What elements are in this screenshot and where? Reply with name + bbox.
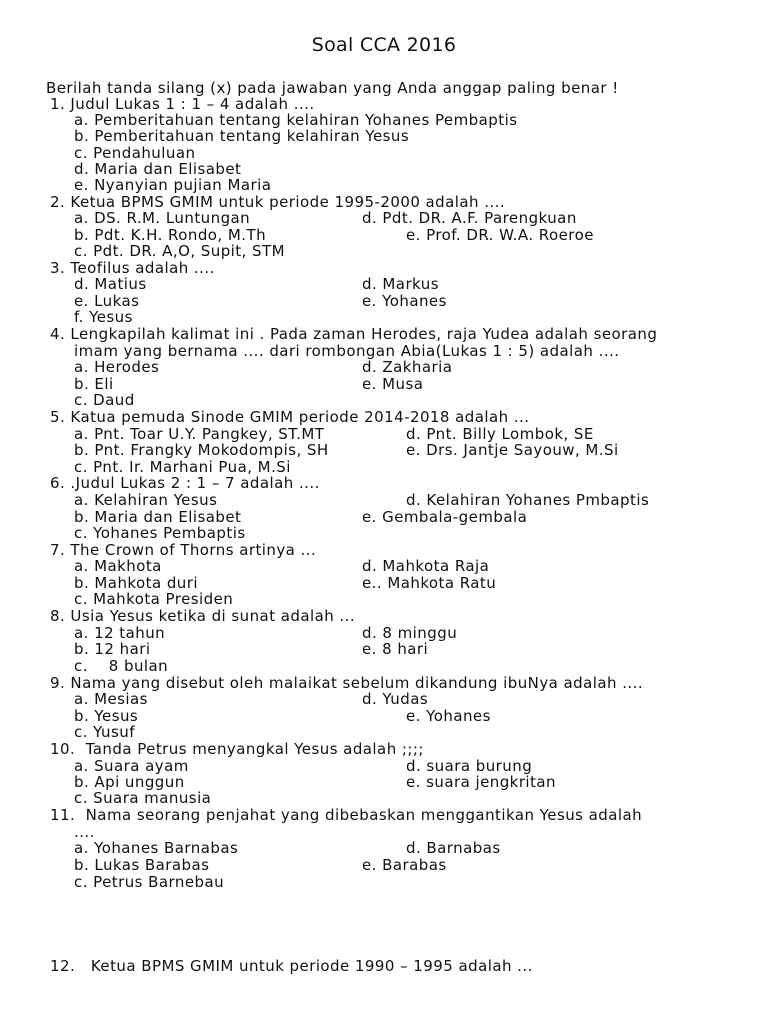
option: a. DS. R.M. Luntungan [74, 209, 251, 227]
option: a. Mesias [74, 690, 148, 708]
option: b. Maria dan Elisabet [74, 508, 242, 526]
option: e. Prof. DR. W.A. Roeroe [406, 226, 594, 244]
option: d. Markus [362, 275, 439, 293]
option: a. Yohanes Barnabas [74, 839, 239, 857]
option: e. Nyanyian pujian Maria [74, 176, 272, 194]
question-7: 7. The Crown of Thorns artinya ... [50, 541, 317, 559]
option: a. Pemberitahuan tentang kelahiran Yohanes Pembaptis [74, 111, 518, 129]
question-2: 2. Ketua BPMS GMIM untuk periode 1995-2000 adalah .... [50, 193, 506, 211]
option: d. Maria dan Elisabet [74, 160, 242, 178]
option: b. 12 hari [74, 640, 151, 658]
option: b. Yesus [74, 707, 139, 725]
question-4: 4. Lengkapilah kalimat ini . Pada zaman Herodes, raja Yudea adalah seorang [50, 325, 658, 343]
option: e. Drs. Jantje Sayouw, M.Si [406, 441, 619, 459]
option: d. Mahkota Raja [362, 557, 490, 575]
option: a. Herodes [74, 358, 160, 376]
option: c. Pdt. DR. A,O, Supit, STM [74, 242, 286, 260]
question-3: 3. Teofilus adalah .... [50, 259, 215, 277]
option: b. Lukas Barabas [74, 856, 210, 874]
option: c. Mahkota Presiden [74, 590, 234, 608]
option: e. Yohanes [406, 707, 491, 725]
question-1: 1. Judul Lukas 1 : 1 – 4 adalah .... [50, 95, 315, 113]
option: b. Pemberitahuan tentang kelahiran Yesus [74, 127, 410, 145]
option: b. Api unggun [74, 773, 185, 791]
question-4-cont: imam yang bernama .... dari rombongan Abia(Lukas 1 : 5) adalah .... [74, 342, 620, 360]
option: c. Daud [74, 391, 135, 409]
option: a. 12 tahun [74, 624, 166, 642]
option: c. Pendahuluan [74, 144, 196, 162]
option: d. Pdt. DR. A.F. Parengkuan [362, 209, 577, 227]
instruction: Berilah tanda silang (x) pada jawaban yang Anda anggap paling benar ! [46, 79, 619, 97]
question-8: 8. Usia Yesus ketika di sunat adalah ... [50, 607, 356, 625]
option: c. Pnt. Ir. Marhani Pua, M.Si [74, 458, 291, 476]
option: e.. Mahkota Ratu [362, 574, 497, 592]
option: d. Pnt. Billy Lombok, SE [406, 425, 594, 443]
option: a. Makhota [74, 557, 162, 575]
option: e. Lukas [74, 292, 140, 310]
question-5: 5. Katua pemuda Sinode GMIM periode 2014-2018 adalah ... [50, 408, 530, 426]
option: f. Yesus [74, 308, 133, 326]
question-12: 12. Ketua BPMS GMIM untuk periode 1990 – 1995 adalah ... [50, 957, 533, 975]
option: b. Eli [74, 375, 114, 393]
option: c. 8 bulan [74, 657, 169, 675]
question-11: 11. Nama seorang penjahat yang dibebaskan menggantikan Yesus adalah [50, 806, 643, 824]
question-10: 10. Tanda Petrus menyangkal Yesus adalah ;;;; [50, 740, 424, 758]
option: e. 8 hari [362, 640, 429, 658]
option: a. Pnt. Toar U.Y. Pangkey, ST.MT [74, 425, 325, 443]
option: b. Pdt. K.H. Rondo, M.Th [74, 226, 267, 244]
option: e. Barabas [362, 856, 447, 874]
option: d. Zakharia [362, 358, 453, 376]
option: c. Yohanes Pembaptis [74, 524, 246, 542]
page-title: Soal CCA 2016 [311, 34, 457, 56]
question-11-cont: .... [74, 823, 95, 841]
option: e. suara jengkritan [406, 773, 556, 791]
option: c. Yusuf [74, 723, 135, 741]
option: d. Barnabas [406, 839, 501, 857]
option: d. 8 minggu [362, 624, 458, 642]
question-6: 6. .Judul Lukas 2 : 1 – 7 adalah .... [50, 474, 320, 492]
option: d. Kelahiran Yohanes Pmbaptis [406, 491, 650, 509]
option: d. Matius [74, 275, 147, 293]
option: c. Petrus Barnebau [74, 873, 225, 891]
option: e. Gembala-gembala [362, 508, 528, 526]
option: a. Suara ayam [74, 757, 189, 775]
option: c. Suara manusia [74, 789, 212, 807]
option: b. Pnt. Frangky Mokodompis, SH [74, 441, 329, 459]
option: d. Yudas [362, 690, 429, 708]
option: d. suara burung [406, 757, 533, 775]
question-9: 9. Nama yang disebut oleh malaikat sebelum dikandung ibuNya adalah .... [50, 674, 644, 692]
option: e. Yohanes [362, 292, 447, 310]
option: b. Mahkota duri [74, 574, 198, 592]
option: e. Musa [362, 375, 424, 393]
option: a. Kelahiran Yesus [74, 491, 218, 509]
